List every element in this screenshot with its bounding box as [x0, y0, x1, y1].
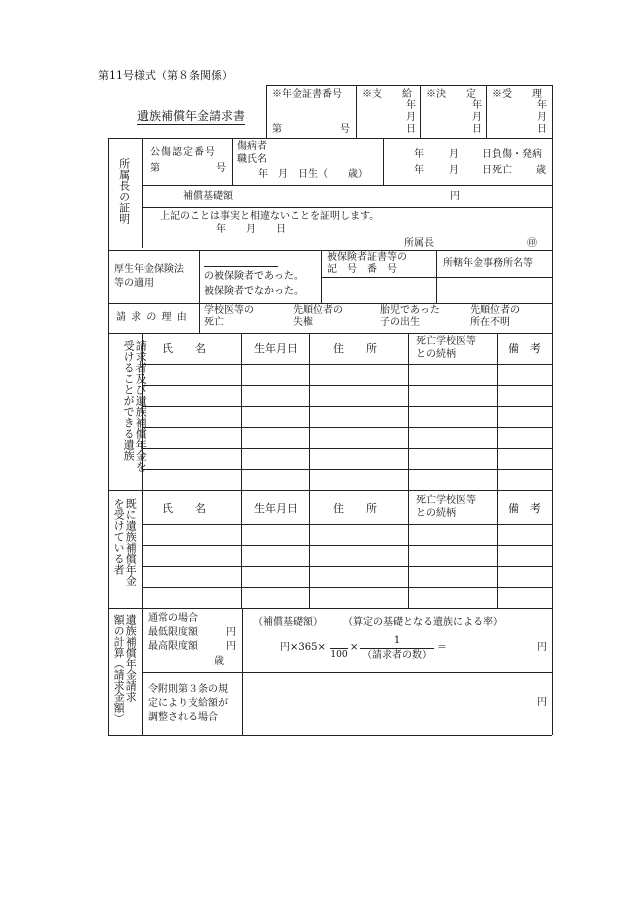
death-nen: 年 [414, 165, 424, 176]
base-amount-yen: 円 [450, 191, 460, 202]
reason-2-line2: 失権 [293, 317, 313, 328]
base-amount-label: 補償基礎額 [183, 191, 233, 202]
reason-4-line1: 先順位者の [470, 305, 520, 316]
payment-hi: 日 [406, 124, 416, 135]
insured-cert-no-2: 記 号 番 号 [327, 264, 397, 275]
base-amount-paren: （補償基礎額） [253, 617, 323, 628]
rate-paren: （算定の基礎となる遺族による率） [343, 617, 503, 628]
decision-label: ※決 定 [426, 89, 476, 100]
death-tsuki: 月 [449, 165, 459, 176]
onset-hi: 日 [482, 149, 492, 160]
pension-office-label: 所轄年金事務所名等 [443, 258, 533, 269]
fraction1-denominator: 100 [330, 650, 348, 660]
max-limit-label: 最高限度額 [148, 641, 198, 652]
min-limit-yen: 円 [226, 627, 236, 638]
cert-section-label: 所属長の証明 [117, 158, 131, 224]
form-title: 遺族補償年金請求書 [137, 109, 246, 123]
existing-col-name: 氏 名 [162, 502, 206, 515]
public-disease-no-label: 公傷認定番号 [150, 147, 216, 158]
reason-4-line2: 所在不明 [470, 317, 510, 328]
death-label: 死亡 [492, 165, 512, 176]
reason-1-line1: 学校医等の [204, 305, 254, 316]
adjusted-line-3: 調整される場合 [148, 712, 218, 723]
cert-statement: 上記のことは事実と相違ないことを証明します。 [160, 211, 380, 222]
injury-onset-label: 負傷・発病 [492, 149, 542, 160]
claimants-col-birth: 生年月日 [254, 342, 298, 355]
claimants-col-relation-1: 死亡学校医等 [416, 336, 476, 347]
death-age: 歳 [536, 165, 546, 176]
insured-yes: の被保険者であった。 [204, 271, 304, 282]
cert2-dai: 第 [150, 163, 160, 174]
onset-nen: 年 [414, 149, 424, 160]
existing-col-birth: 生年月日 [254, 502, 298, 515]
form-number-label: 第11号様式（第８条関係） [98, 69, 233, 82]
claimants-section-label: 請求者及び遺族補償年金を 受けることができる遺族 [122, 340, 148, 472]
formula-equals: ＝ [437, 642, 447, 653]
payment-tsuki: 月 [406, 112, 416, 123]
claimants-col-remarks: 備 考 [508, 342, 541, 355]
cert-statement-date: 年 月 日 [216, 224, 286, 235]
pension-label-1: 厚生年金保険法 [114, 264, 184, 275]
fraction2-denominator: （請求者の数） [362, 650, 432, 661]
amount-section-label: 遺族補償年金請求 額の計算（請求金額） [112, 614, 138, 724]
payment-label: ※支 給 [362, 89, 412, 100]
payment-nen: 年 [406, 100, 416, 111]
claimants-col-name: 氏 名 [162, 342, 206, 355]
decision-hi: 日 [472, 124, 482, 135]
claimants-col-relation-2: との続柄 [416, 349, 456, 360]
max-limit-age: 歳 [214, 656, 224, 667]
formula-times: × [350, 642, 359, 653]
reason-3-line1: 胎児であった [380, 305, 440, 316]
receipt-nen: 年 [537, 100, 547, 111]
reason-label: 請 求 の 理 由 [116, 312, 188, 323]
reason-3-line2: 子の出生 [380, 317, 420, 328]
reason-2-line1: 先順位者の [293, 305, 343, 316]
pension-label-2: 等の適用 [114, 278, 154, 289]
fraction2-numerator: 1 [393, 635, 401, 646]
cert-go: 号 [340, 124, 350, 135]
claimants-col-address: 住 所 [333, 342, 377, 355]
job-name-label: 職氏名 [237, 154, 267, 165]
formula-result-yen: 円 [537, 642, 547, 653]
receipt-tsuki: 月 [537, 112, 547, 123]
min-limit-label: 最低限度額 [148, 627, 198, 638]
decision-nen: 年 [472, 100, 482, 111]
decision-tsuki: 月 [472, 112, 482, 123]
reason-1-line2: 死亡 [204, 317, 224, 328]
existing-col-remarks: 備 考 [508, 502, 541, 515]
insured-cert-no-1: 被保険者証書等の [327, 252, 407, 263]
formula-prefix: 円×365× [280, 642, 326, 653]
cert-dai: 第 [272, 124, 282, 135]
receipt-label: ※受 理 [492, 89, 542, 100]
max-limit-yen: 円 [226, 641, 236, 652]
adjusted-line-2: 定により支給額が [148, 698, 228, 709]
existing-col-relation-1: 死亡学校医等 [416, 495, 476, 506]
adjusted-line-1: 令附則第３条の規 [148, 684, 228, 695]
birth-line: 年 月 日生（ 歳） [258, 169, 368, 180]
seal-mark: ㊞ [527, 238, 537, 249]
existing-col-relation-2: との続柄 [416, 508, 456, 519]
existing-col-address: 住 所 [333, 502, 377, 515]
head-label: 所属長 [404, 238, 434, 249]
receipt-hi: 日 [537, 124, 547, 135]
death-hi: 日 [482, 165, 492, 176]
normal-case-label: 通常の場合 [148, 613, 198, 624]
cert2-go: 号 [216, 163, 226, 174]
cert-number-label: ※年金証書番号 [272, 89, 342, 100]
insured-no: 被保険者でなかった。 [204, 286, 304, 297]
adjusted-yen: 円 [537, 697, 547, 708]
existing-section-label: 既に遺族補償年金 を受けている者 [112, 498, 138, 586]
injured-label: 傷病者 [237, 141, 267, 152]
onset-tsuki: 月 [449, 149, 459, 160]
